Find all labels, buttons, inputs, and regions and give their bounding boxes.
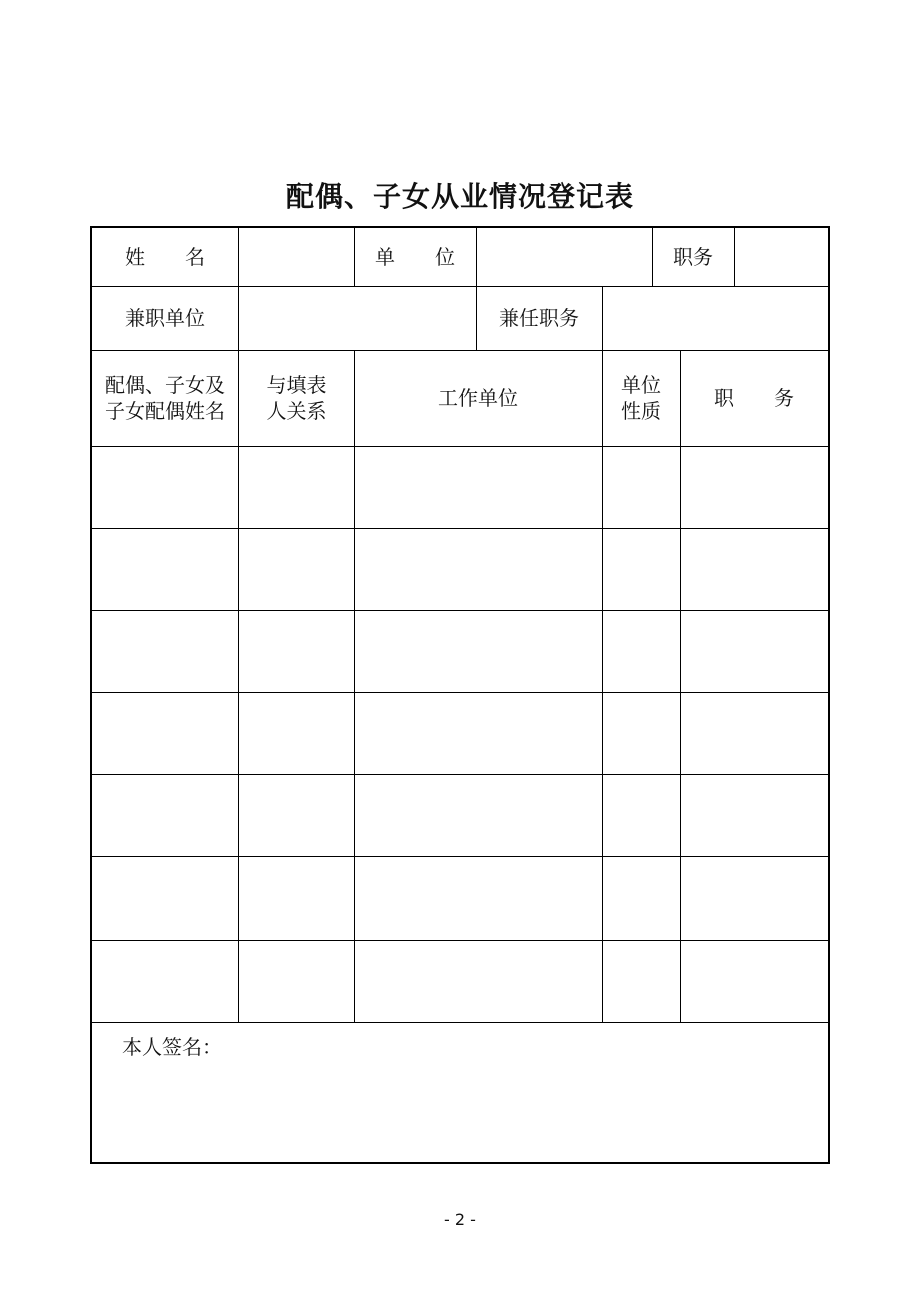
- page-number: - 2 -: [444, 1210, 476, 1229]
- signature-label: 本人签名：: [122, 1035, 222, 1059]
- registration-form-table: [90, 226, 830, 1164]
- position-label: 职务: [673, 245, 713, 269]
- position-field[interactable]: [735, 228, 828, 286]
- column-header-unit-nature: 单位性质: [621, 373, 661, 423]
- col-divider: [238, 350, 239, 1022]
- row-divider: [92, 446, 828, 447]
- signature-area[interactable]: [92, 1023, 828, 1162]
- column-header-relation: 与填表人关系: [266, 373, 327, 423]
- form-title: 配偶、子女从业情况登记表: [285, 180, 634, 213]
- part-time-unit-label: 兼职单位: [125, 306, 205, 330]
- column-header-work-unit: 工作单位: [438, 386, 518, 410]
- part-time-position-field[interactable]: [603, 286, 828, 350]
- col-divider: [680, 350, 681, 1022]
- column-header-family-name: 配偶、子女及子女配偶姓名: [105, 373, 225, 423]
- part-time-unit-field[interactable]: [239, 286, 476, 350]
- col-divider: [354, 350, 355, 1022]
- unit-field[interactable]: [477, 228, 652, 286]
- column-header-position: 职 务: [714, 386, 794, 410]
- name-label: 姓 名: [125, 245, 205, 269]
- row-divider: [92, 528, 828, 529]
- row-divider: [92, 610, 828, 611]
- row-divider: [92, 692, 828, 693]
- row-divider: [92, 774, 828, 775]
- col-divider: [602, 350, 603, 1022]
- part-time-position-label: 兼任职务: [499, 306, 579, 330]
- row-divider: [92, 856, 828, 857]
- row-divider: [92, 940, 828, 941]
- unit-label: 单 位: [375, 245, 455, 269]
- name-field[interactable]: [239, 228, 354, 286]
